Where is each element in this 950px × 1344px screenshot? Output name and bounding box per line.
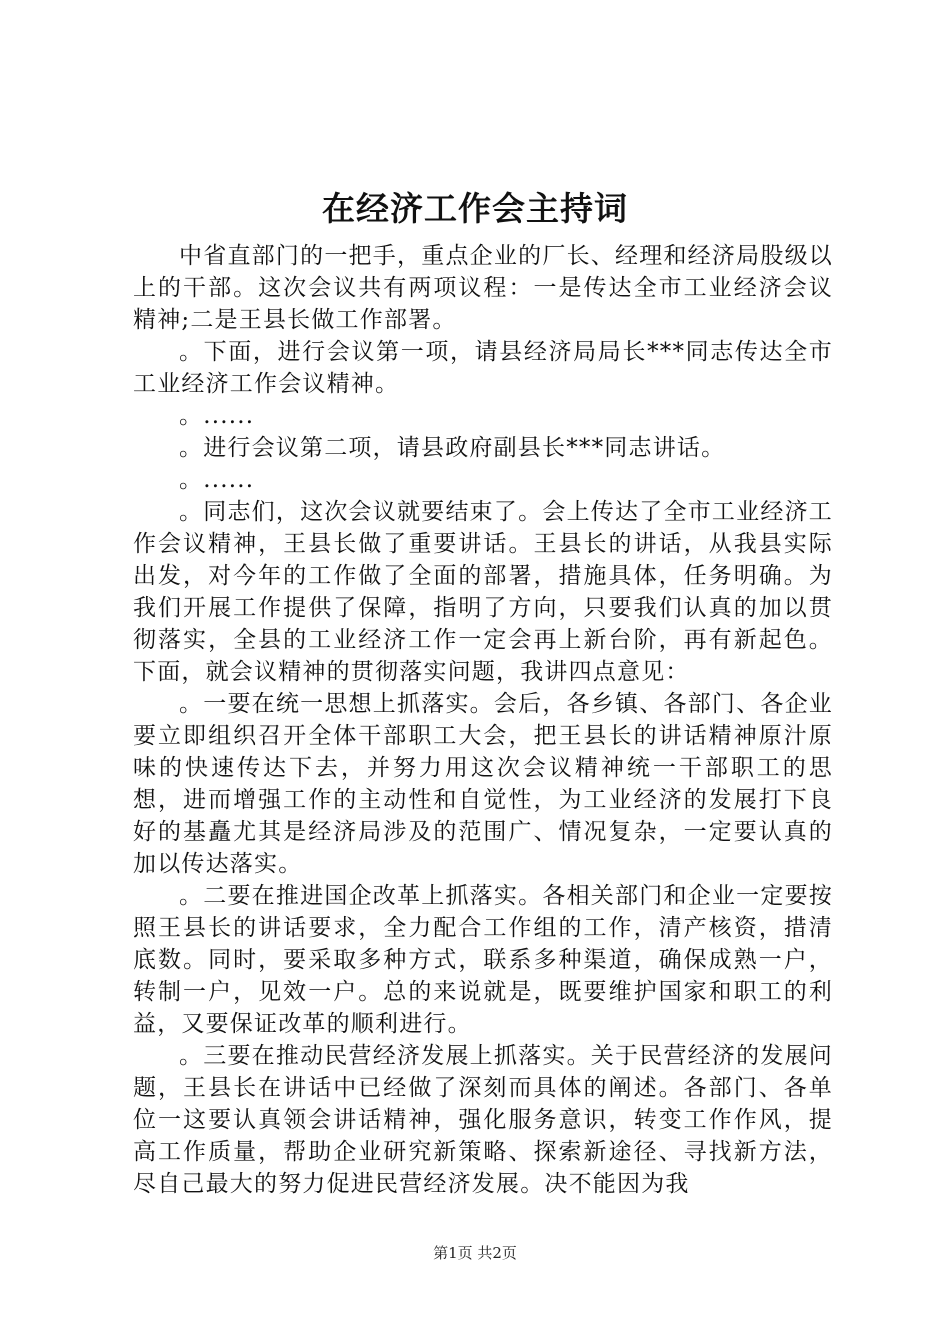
document-title: 在经济工作会主持词 [322,189,628,228]
paragraph-point-3: 。三要在推动民营经济发展上抓落实。关于民营经济的发展问题，王县长在讲话中已经做了深刻而具体的阐述。各部门、各单位一这要认真领会讲话精神，强化服务意识，转变工作作风，提高工作质量，帮助企业研究新策略、探索新途径、寻找新方法，尽自己最大的努力促进民营经济发展。决不能因为我 [133,1043,833,1197]
paragraph-attendees: 中省直部门的一把手，重点企业的厂长、经理和经济局股级以上的干部。这次会议共有两项议程：一是传达全市工业经济会议精神;二是王县长做工作部署。 [133,243,833,333]
paragraph-ellipsis-2: 。...... [179,467,255,493]
document-body [133,240,833,1200]
paragraph-agenda-item-2: 。进行会议第二项，请县政府副县长***同志讲话。 [179,435,726,461]
paragraph-point-1: 。一要在统一思想上抓落实。会后，各乡镇、各部门、各企业要立即组织召开全体干部职工大会，把王县长的讲话精神原汁原味的快速传达下去，并努力用这次会议精神统一干部职工的思想，进而增强工作的主动性和自觉性，为工业经济的发展打下良好的基矗尤其是经济局涉及的范围广、情况复杂，一定要认真的加以传达落实。 [133,691,833,877]
paragraph-ellipsis-1: 。...... [179,403,255,429]
paragraph-point-2: 。二要在推进国企改革上抓落实。各相关部门和企业一定要按照王县长的讲话要求，全力配合工作组的工作，清产核资，措清底数。同时，要采取多种方式，联系多种渠道，确保成熟一户，转制一户，见效一户。总的来说就是，既要维护国家和职工的利益，又要保证改革的顺利进行。 [133,883,833,1037]
paragraph-agenda-item-1: 。下面，进行会议第一项，请县经济局局长***同志传达全市工业经济工作会议精神。 [133,339,833,397]
paragraph-closing-remarks: 。同志们，这次会议就要结束了。会上传达了全市工业经济工作会议精神，王县长做了重要讲话。王县长的讲话，从我县实际出发，对今年的工作做了全面的部署，措施具体，任务明确。为我们开展工作提供了保障，指明了方向，只要我们认真的加以贯彻落实，全县的工业经济工作一定会再上新台阶，再有新起色。下面，就会议精神的贯彻落实问题，我讲四点意见： [133,499,833,685]
page-footer: 第1页 共2页 [433,1244,517,1262]
